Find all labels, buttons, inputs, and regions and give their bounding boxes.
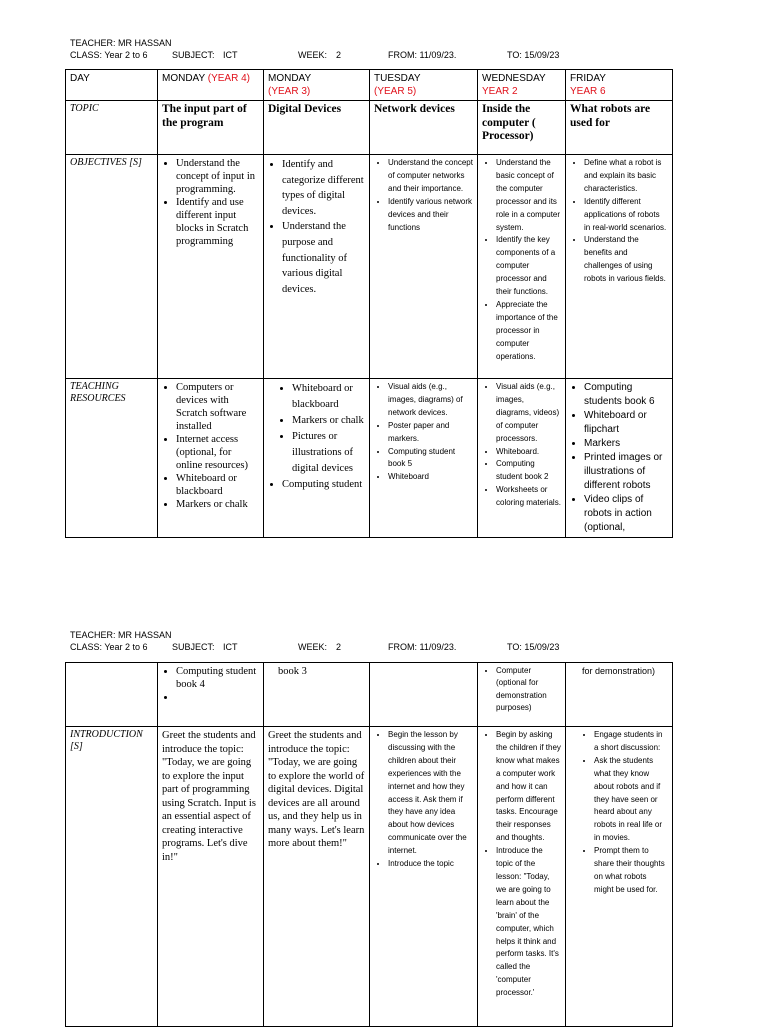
class-label: CLASS: Year 2 to 6: [70, 50, 148, 60]
list-item: • Video clips of robots in action (optional,: [584, 493, 668, 535]
objectives-cell: [478, 155, 566, 379]
list-item: • Poster paper and markers.: [388, 420, 473, 446]
list-item: • Identify and use different input blocks in Scratch programming: [176, 196, 259, 248]
introduction-cell: Greet the students and introduce the topic: "Today, we are going to explore the input part of programming using Scratch. Input is an essential aspect of creating interactive programs. Let's dive in!": [158, 727, 264, 1027]
list-item: • Whiteboard.: [496, 446, 561, 459]
topic-row: [66, 101, 673, 155]
continuation-cell: for demonstration): [566, 663, 673, 727]
introduction-cell: [566, 727, 673, 1027]
list-item: • Appreciate the importance of the processor in computer operations.: [496, 299, 561, 364]
to-date: TO: 15/09/23: [507, 50, 560, 60]
list-item: • Identify various network devices and their functions: [388, 196, 473, 235]
teacher-name: TEACHER: MR HASSAN: [70, 38, 172, 48]
list-item: • Define what a robot is and explain its basic characteristics.: [584, 157, 668, 196]
day-header-fri-y6: FRIDAY YEAR 6: [566, 70, 673, 101]
resources-cell: [158, 379, 264, 538]
class-label: CLASS: Year 2 to 6: [70, 642, 148, 652]
list-item: • Markers: [584, 437, 668, 451]
list-item: • Begin by asking the children if they know what makes a computer work and how it can perform different tasks. Encourage their responses and thoughts.: [496, 729, 561, 845]
list-item: • Computing students book 6: [584, 381, 668, 409]
week-value: 2: [336, 642, 342, 652]
list-item: • Prompt them to share their thoughts on what robots might be used for.: [594, 845, 668, 897]
list-item: • Understand the purpose and functionality of various digital devices.: [282, 219, 365, 297]
subject-label: SUBJECT:: [172, 642, 215, 652]
continuation-cell: book 3: [264, 663, 370, 727]
list-item: • Understand the concept of computer networks and their importance.: [388, 157, 473, 196]
list-item: • Computer (optional for demonstration purposes): [496, 665, 561, 715]
topic-cell: Inside the computer ( Processor): [478, 101, 566, 155]
list-item: • Markers or chalk: [176, 498, 259, 511]
list-item: • Computers or devices with Scratch software installed: [176, 381, 259, 433]
introduction-cell: [478, 727, 566, 1027]
day-label: DAY: [66, 70, 158, 101]
list-item: • Internet access (optional, for online resources): [176, 433, 259, 472]
teacher-name: TEACHER: MR HASSAN: [70, 630, 172, 640]
introduction-row: [66, 727, 673, 1027]
list-item: • Worksheets or coloring materials.: [496, 484, 561, 510]
topic-cell: Network devices: [370, 101, 478, 155]
introduction-label: INTRODUCTION [S]: [66, 727, 158, 1027]
continuation-label: [66, 663, 158, 727]
list-item: • Computing student book 5: [388, 446, 473, 472]
list-item: • Printed images or illustrations of different robots: [584, 451, 668, 493]
resources-row: [66, 379, 673, 538]
list-item: • Visual aids (e.g., images, diagrams, videos) of computer processors.: [496, 381, 561, 446]
introduction-cell: [370, 727, 478, 1027]
objectives-cell: [370, 155, 478, 379]
objectives-cell: [264, 155, 370, 379]
objectives-cell: [566, 155, 673, 379]
list-item: • Understand the concept of input in programming.: [176, 157, 259, 196]
introduction-cell: Greet the students and introduce the topic: "Today, we are going to explore the world of digital devices. Digital devices are all around us, and they help us in many ways. Let's learn more about them!": [264, 727, 370, 1027]
list-item: • Understand the basic concept of the computer processor and its role in a computer system.: [496, 157, 561, 234]
day-header-wed-y2: WEDNESDAY YEAR 2: [478, 70, 566, 101]
day-header-mon-y3: MONDAY (YEAR 3): [264, 70, 370, 101]
day-row: [66, 70, 673, 101]
list-item: • Introduce the topic of the lesson: "Today, we are going to learn about the 'brain' of the computer, which helps it think and perform tasks. It's called the 'computer processor.': [496, 845, 561, 1000]
from-date: FROM: 11/09/23.: [388, 642, 457, 652]
topic-cell: What robots are used for: [566, 101, 673, 155]
list-item: • Identify the key components of a computer processor and their functions.: [496, 234, 561, 299]
list-item: • Whiteboard: [388, 471, 473, 484]
week-value: 2: [336, 50, 342, 60]
objectives-row: [66, 155, 673, 379]
continuation-cell: [370, 663, 478, 727]
lesson-plan-table-continued: [65, 662, 673, 1027]
list-item: • Identify and categorize different types of digital devices.: [282, 157, 365, 219]
week-label: WEEK:: [298, 50, 328, 60]
list-item: • Begin the lesson by discussing with the children about their experiences with the internet and how they access it. Ask them if they have any idea about how devices communicate over the internet.: [388, 729, 473, 858]
continuation-cell: [478, 663, 566, 727]
resources-cell: [370, 379, 478, 538]
list-item: • Engage students in a short discussion:: [594, 729, 668, 755]
subject-label: SUBJECT:: [172, 50, 215, 60]
list-item: • Whiteboard or blackboard: [176, 472, 259, 498]
continuation-row: [66, 663, 673, 727]
continuation-cell: [158, 663, 264, 727]
list-item: • Visual aids (e.g., images, diagrams) of network devices.: [388, 381, 473, 420]
list-item: • Markers or chalk: [292, 413, 365, 429]
to-date: TO: 15/09/23: [507, 642, 560, 652]
list-item: [176, 691, 259, 704]
topic-cell: The input part of the program: [158, 101, 264, 155]
list-item: • Identify different applications of robots in real-world scenarios.: [584, 196, 668, 235]
from-date: FROM: 11/09/23.: [388, 50, 457, 60]
list-item: • Pictures or illustrations of digital devices: [292, 429, 365, 477]
objectives-cell: [158, 155, 264, 379]
resources-cell: [566, 379, 673, 538]
list-item: • Introduce the topic: [388, 858, 473, 871]
resources-cell: [478, 379, 566, 538]
list-item: • Whiteboard or flipchart: [584, 409, 668, 437]
list-item: • Computing student: [282, 477, 365, 493]
list-item: • Computing student book 4: [176, 665, 259, 691]
list-item: • Whiteboard or blackboard: [292, 381, 365, 413]
topic-cell: Digital Devices: [264, 101, 370, 155]
list-item: • Ask the students what they know about robots and if they have seen or heard about any robots in real life or in movies.: [594, 755, 668, 845]
list-item: • Understand the benefits and challenges of using robots in various fields.: [584, 234, 668, 286]
day-header-tue-y5: TUESDAY (YEAR 5): [370, 70, 478, 101]
list-item: • Computing student book 2: [496, 458, 561, 484]
resources-cell: [264, 379, 370, 538]
week-label: WEEK:: [298, 642, 328, 652]
objectives-label: OBJECTIVES [S]: [66, 155, 158, 379]
lesson-plan-table: [65, 69, 673, 538]
subject-value: ICT: [223, 642, 238, 652]
subject-value: ICT: [223, 50, 238, 60]
topic-label: TOPIC: [66, 101, 158, 155]
resources-label: TEACHING RESOURCES: [66, 379, 158, 538]
day-header-mon-y4: MONDAY (YEAR 4): [158, 70, 264, 101]
